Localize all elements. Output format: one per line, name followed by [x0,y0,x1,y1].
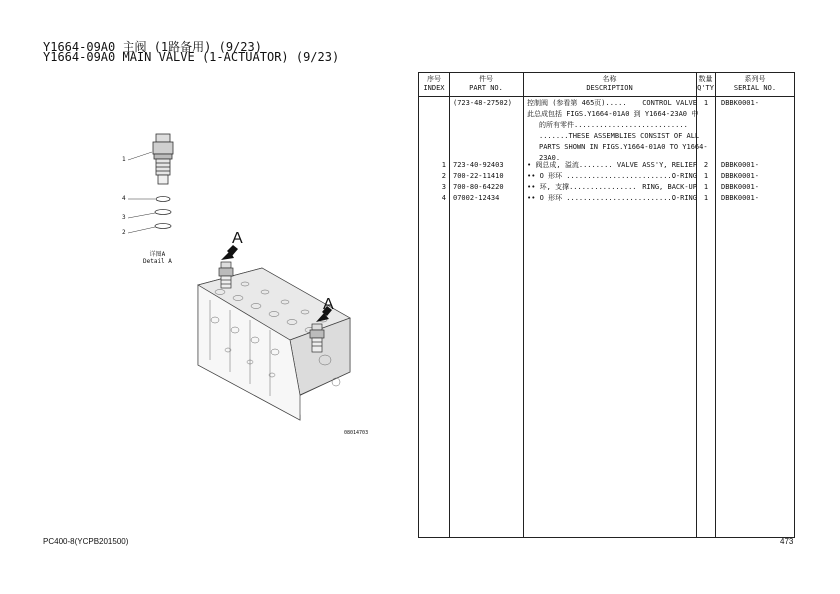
table-row [419,182,794,193]
figure-id: 08014703 [344,430,369,436]
quantity: 2 [703,161,709,169]
description: 控制阀 (参看第 465页)..... CONTROL VALVE [527,99,697,107]
serial-number: DBBK0001- [721,172,759,180]
footer-model: PC400-8(YCPB201500) [43,537,129,546]
serial-number: DBBK0001- [721,99,759,107]
part-number: (723-48-27502) [453,99,513,107]
header-index: 序号 INDEX [423,75,445,92]
description: • 阀总成, 溢流........ VALVE ASS'Y, RELIEF [527,161,697,169]
relief-valve-a-left [219,262,233,288]
description: •• 环, 支撑................ RING, BACK-UP [527,183,697,191]
index: 4 [441,194,446,202]
part-number: 07002-12434 [453,194,500,202]
header-serial: 系列号 SERIAL NO. [733,75,777,92]
parts-table [418,72,795,538]
marker-a-left: A [232,230,243,247]
detail-label [143,251,172,265]
callout-3: 3 [122,214,126,221]
quantity: 1 [703,172,709,180]
page-number: 473 [780,537,794,546]
header-qty: 数量 Q'TY [697,75,714,92]
part-number: 723-40-92403 [453,161,504,169]
quantity: 1 [703,183,709,191]
description: •• O 形环 .......................... O-RING [527,172,697,180]
header-part: 件号 PART NO. [469,75,503,92]
description-line: 此总成包括 FIGS.Y1664-01A0 到 Y1664-23A0 中 [527,110,699,118]
header-desc: 名称 DESCRIPTION [586,75,633,92]
serial-number: DBBK0001- [721,183,759,191]
table-row [419,193,794,204]
part-number: 700-22-11410 [453,172,504,180]
detail-label-cn: 详图A [149,251,166,258]
table-row [419,160,794,171]
description: •• O 形环 .......................... O-RING [527,194,697,202]
page-title-cn: Y1664-09A0 主阀 (1路备用) (9/23) [43,40,262,54]
quantity: 1 [703,99,709,107]
description-line: .......THESE ASSEMBLIES CONSIST OF ALL [539,132,700,140]
index: 1 [441,161,446,169]
table-row [419,171,794,182]
callout-1: 1 [122,156,126,163]
relief-valve-detail [128,134,173,233]
serial-number: DBBK0001- [721,161,759,169]
index: 2 [441,172,446,180]
callout-4: 4 [122,195,126,202]
table-row-assembly [419,98,794,109]
description-line: 的所有零件........................... [539,121,688,129]
marker-a-right: A [323,296,334,313]
main-valve-block [198,268,350,420]
detail-label-en: Detail A [143,258,172,265]
serial-number: DBBK0001- [721,194,759,202]
index: 3 [441,183,446,191]
description-line: PARTS SHOWN IN FIGS.Y1664-01A0 TO Y1664- [539,143,708,151]
description-line: 23A0. [539,154,561,162]
relief-valve-a-right [310,324,324,352]
quantity: 1 [703,194,709,202]
page-title-en: Y1664-09A0 MAIN VALVE (1-ACTUATOR) (9/23) [43,50,340,64]
callout-2: 2 [122,229,126,236]
part-number: 700-80-64220 [453,183,504,191]
